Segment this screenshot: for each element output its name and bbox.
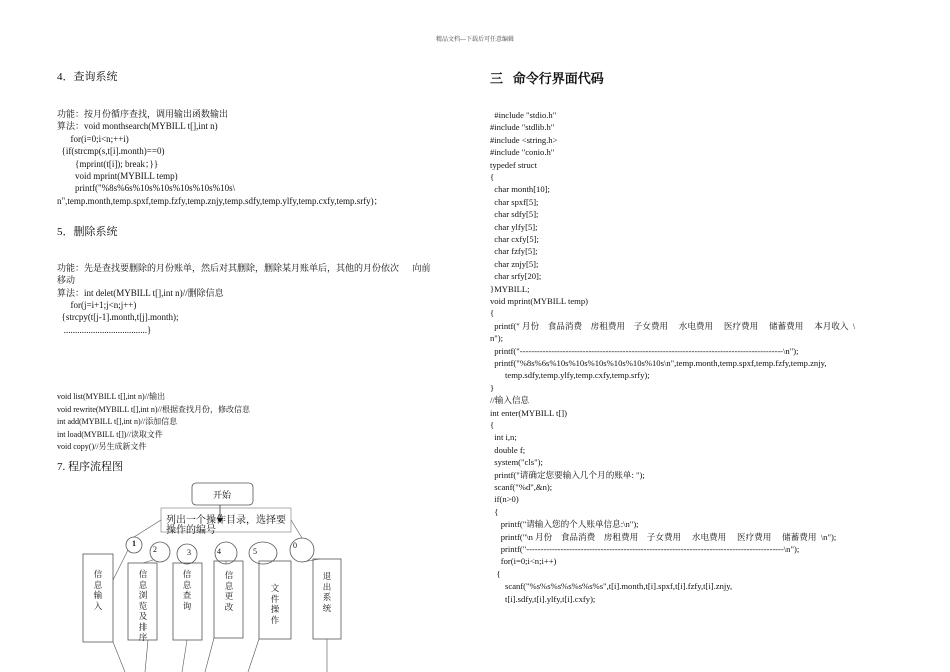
code-line: char spxf[5]; <box>490 196 539 207</box>
code-line: { <box>490 308 495 319</box>
code-line: printf("------------------------------------------------------------------------------------------\n"); <box>490 544 800 554</box>
section-5-title: 5．删除系统 <box>57 226 118 238</box>
flow-node-num-3: 3 <box>187 548 191 557</box>
s4-line: {mprint(t[i]); break；}} <box>57 158 159 169</box>
s4-line: n",temp.month,temp.spxf,temp.fzfy,temp.znjy,temp.sdfy,temp.ylfy,temp.cxfy,temp.srfy)； <box>57 195 383 206</box>
s5-line: 算法：int delet(MYBILL t[],int n)//删除信息 <box>57 287 224 298</box>
code-line: if(n>0) <box>490 494 519 505</box>
code-line: char month[10]; <box>490 184 550 195</box>
funcs-line: void rewrite(MYBILL t[],int n)//根据查找月份，修改信息 <box>57 404 251 414</box>
code-line: printf("--------------------------------------------------------------------------------------------\n"); <box>490 345 799 356</box>
connector-1 <box>134 520 161 537</box>
flow-node-num-2: 2 <box>153 545 157 554</box>
flow-node-num-5: 5 <box>253 547 257 556</box>
s4-line: for(i=0;i<n;++i) <box>57 133 129 144</box>
code-line: char ylfy[5]; <box>490 221 538 232</box>
code-line: scanf("%s%s%s%s%s%s%s",t[i].month,t[i].spxf,t[i].fzfy,t[i].znjy, <box>490 581 733 592</box>
code-line: n"); <box>490 333 504 344</box>
code-line: printf(" 月份 食品消费 房租费用 子女费用 水电费用 医疗费用 储蓄费用 本月收入 \ <box>490 320 856 331</box>
code-line: }MYBILL; <box>490 283 530 294</box>
flow-node-num-1: 1 <box>132 539 136 548</box>
s5-line: {strcpy(t[j-1].month,t[j].month); <box>57 312 179 323</box>
code-line: typedef struct <box>490 159 538 170</box>
code-line: int enter(MYBILL t[]) <box>490 407 567 418</box>
section-4-title: 4．查询系统 <box>57 71 118 83</box>
funcs-line: void copy()//另生成新文件 <box>57 442 147 452</box>
code-line: for(i=0;i<n;i++) <box>490 556 557 567</box>
code-line: temp.sdfy,temp.ylfy,temp.cxfy,temp.srfy); <box>490 370 650 381</box>
flow-node-num-0: 0 <box>293 541 297 550</box>
code-line: char cxfy[5]; <box>490 234 539 244</box>
code-line: { <box>490 568 501 579</box>
funcs-line: int add(MYBILL t[],int n)//添加信息 <box>57 417 178 427</box>
code-line: void mprint(MYBILL temp) <box>490 296 589 306</box>
flow-menu-line1: 列出一个操作目录，选择要 <box>166 515 286 526</box>
flow-start-label: 开始 <box>213 490 232 500</box>
code-line: char fzfy[5]; <box>490 246 538 257</box>
flow-node-label-4: 信息更改 <box>224 570 234 612</box>
right-title: 三 命令行界面代码 <box>490 71 604 86</box>
code-line: #include "conio.h" <box>490 147 555 158</box>
s4-line: 功能：按月份循序查找，调用输出函数输出 <box>57 109 229 119</box>
s4-line: printf("%8s%6s%10s%10s%10s%10s%10s\ <box>57 183 236 194</box>
flow-node-label-5: 文件操作 <box>270 583 280 625</box>
section-7-title: 7. 程序流程图 <box>57 461 123 473</box>
code-line: #include <string.h> <box>490 134 558 145</box>
code-line: { <box>490 172 495 182</box>
code-line: printf("\n 月份 食品消费 房租费用 子女费用 水电费用 医疗费用 储蓄费用 \n"); <box>490 531 837 542</box>
code-line: { <box>490 506 499 517</box>
code-line: printf("请输入您的个人账单信息:\n"); <box>490 519 639 530</box>
s4-line: {if(strcmp(s,t[i].month)==0) <box>57 146 165 157</box>
s5-line: for(j=i+1;j<n;j++) <box>57 299 137 310</box>
s4-line: void mprint(MYBILL temp) <box>57 171 178 181</box>
code-line: system("cls"); <box>490 457 543 468</box>
s5-line: 移动 <box>57 275 76 286</box>
code-line: { <box>490 420 495 430</box>
code-line: double f; <box>490 444 526 455</box>
flow-menu-line2: 操作的编号 <box>166 525 216 536</box>
s5-line: 功能：先是查找要删除的月份账单，然后对其删除，删除某月账单后，其他的月份依次 向前 <box>57 263 431 273</box>
code-line: #include "stdio.h" <box>490 110 557 120</box>
code-line: printf("请确定您要输入几个月的账单: "); <box>490 469 645 480</box>
code-line: scanf("%d",&n); <box>490 482 553 492</box>
page-header: 精品文档---下载后可任意编辑 <box>436 37 514 43</box>
s5-line: .....................................} <box>57 324 152 335</box>
connector-0 <box>291 520 302 538</box>
flow-node-label-1: 信息输入 <box>93 569 103 611</box>
code-line: //输入信息 <box>490 395 530 406</box>
flow-node-label-3: 信息查询 <box>182 569 192 611</box>
code-line: t[i].sdfy,t[i].ylfy,t[i].cxfy); <box>490 593 596 604</box>
code-line: char sdfy[5]; <box>490 209 539 220</box>
flow-node-label-2: 信息浏览及排序 <box>138 569 148 642</box>
funcs-line: int load(MYBILL t[])//读取文件 <box>57 429 163 439</box>
code-line: printf("%8s%6s%10s%10s%10s%10s%10s%10s\n",temp.month,temp.spxf,temp.fzfy,temp.znjy, <box>490 358 827 368</box>
code-line: } <box>490 382 495 393</box>
s4-line: 算法：void monthsearch(MYBILL t[],int n) <box>57 121 218 132</box>
flow-node-label-0: 退出系统 <box>322 571 332 613</box>
code-line: char znjy[5]; <box>490 258 539 269</box>
funcs-line: void list(MYBILL t[],int n)//输出 <box>57 392 166 401</box>
code-line: #include "stdlib.h" <box>490 122 555 133</box>
flow-node-num-4: 4 <box>217 547 221 556</box>
code-line: char srfy[20]; <box>490 271 542 282</box>
code-line: int i,n; <box>490 432 517 443</box>
